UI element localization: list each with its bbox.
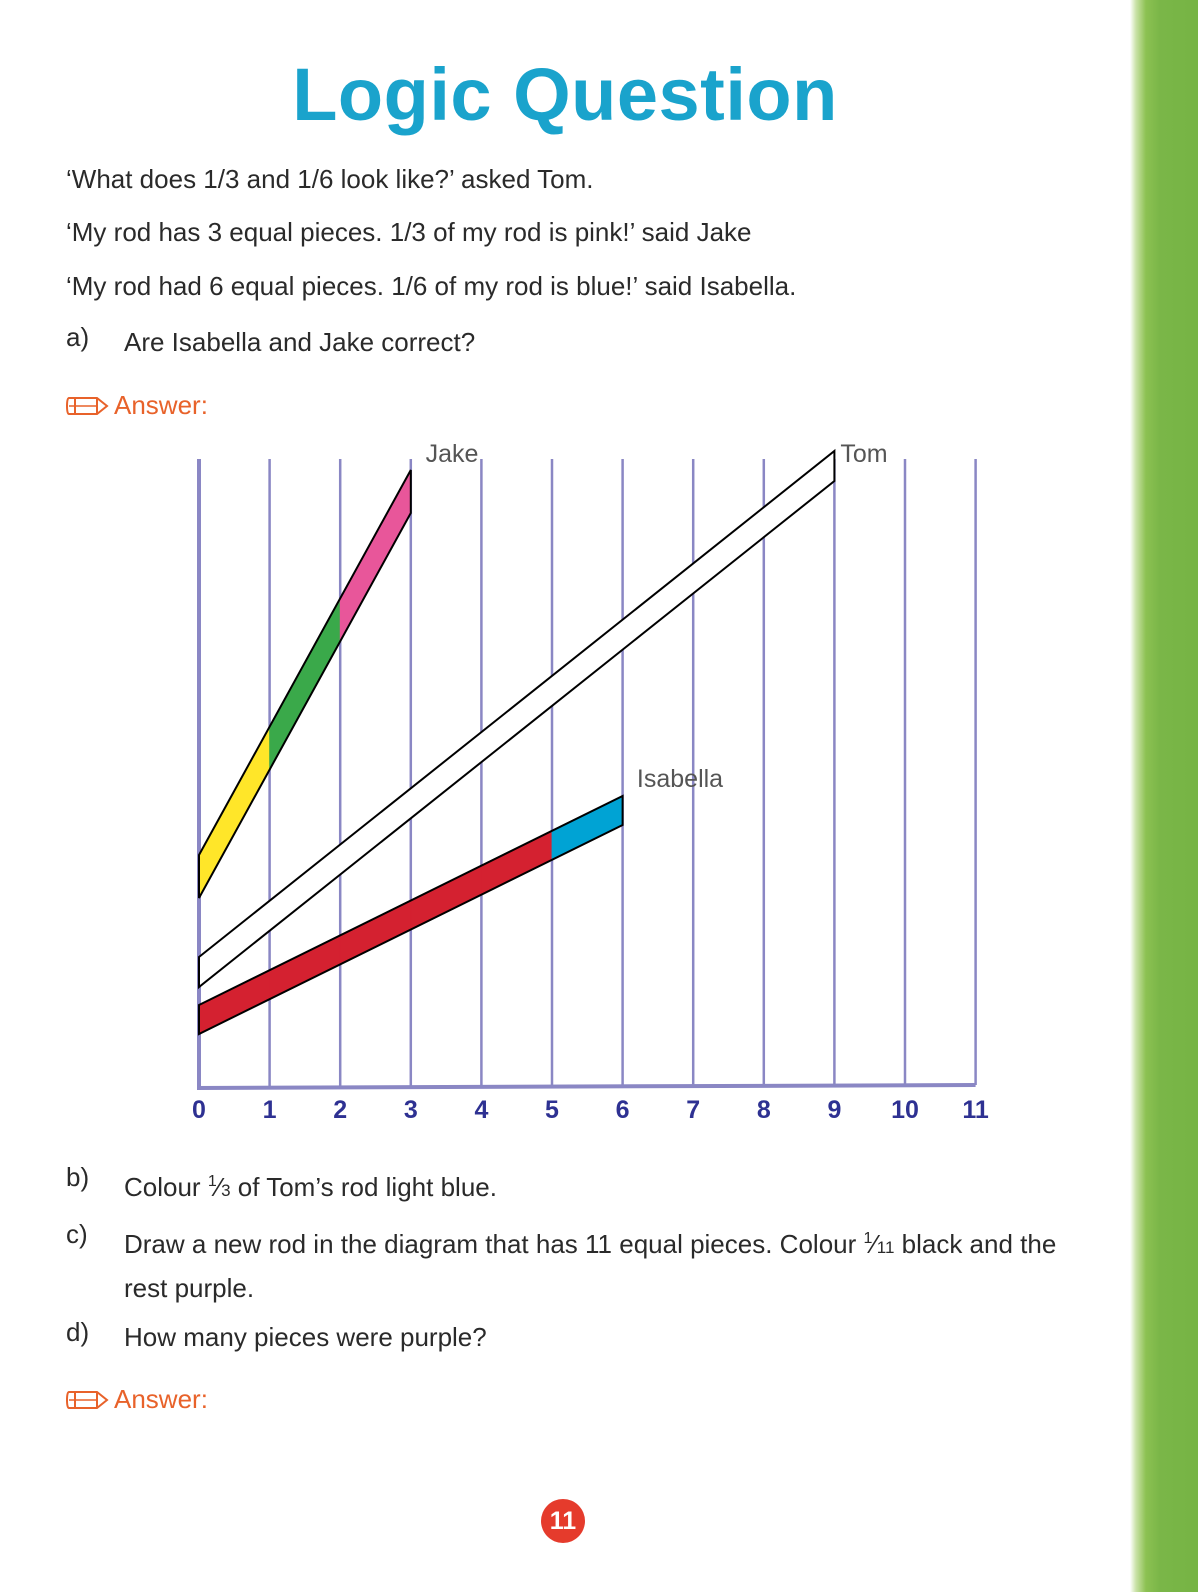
- rod-segment: [340, 470, 411, 641]
- answer-d[interactable]: [66, 1384, 208, 1415]
- answer-a-label: Answer:: [114, 390, 208, 420]
- rod-label: Tom: [840, 440, 888, 468]
- tick-label: 9: [827, 1096, 842, 1124]
- question-d-label: d): [66, 1317, 90, 1347]
- rod-segment: [270, 845, 341, 931]
- intro-line-jake: ‘My rod has 3 equal pieces. 1/3 of my rod is pink!’ said Jake: [66, 217, 752, 247]
- rod-segment: [552, 620, 623, 706]
- rod-segment: [340, 788, 411, 874]
- question-b-label: b): [66, 1162, 90, 1192]
- rod-segment: [340, 901, 411, 965]
- rod-segment: [623, 563, 694, 649]
- tick-label: 1: [262, 1096, 277, 1124]
- tick-label: 5: [545, 1096, 559, 1124]
- question-c-text-before: Draw a new rod in the diagram that has 11 equal pieces. Colour: [124, 1229, 864, 1259]
- frac-slash: ⁄: [872, 1229, 877, 1259]
- question-c-frac-den: 11: [876, 1238, 895, 1257]
- tick-label: 8: [756, 1096, 771, 1124]
- grid-lines: [197, 459, 976, 1088]
- question-b-text-after: of Tom’s rod light blue.: [230, 1172, 497, 1202]
- question-c-text: [124, 1219, 1064, 1308]
- rod-label: Jake: [425, 440, 479, 468]
- question-a-label: a): [66, 322, 90, 352]
- rod-segment: [481, 676, 552, 762]
- tick-label: 3: [403, 1096, 418, 1124]
- page-number: 11: [541, 1499, 585, 1543]
- rod-segment: [693, 507, 764, 593]
- rod-segment: [199, 901, 270, 987]
- intro-line-isabella: ‘My rod had 6 equal pieces. 1/6 of my rod is blue!’ said Isabella.: [66, 271, 797, 301]
- question-b-text-before: Colour: [124, 1172, 208, 1202]
- rod-segment: [411, 732, 482, 818]
- x-axis: [197, 1085, 976, 1088]
- intro-line-tom: ‘What does 1/3 and 1/6 look like?’ asked Tom.: [66, 164, 594, 194]
- question-b-text: [124, 1162, 1064, 1211]
- question-b-frac-den: 3: [221, 1181, 231, 1200]
- rod-segment: [411, 866, 482, 930]
- tick-label: 2: [333, 1096, 348, 1124]
- answer-d-label: Answer:: [114, 1384, 208, 1414]
- question-c-text-after: black and the rest purple.: [124, 1229, 1057, 1303]
- pencil-icon: [66, 1387, 110, 1413]
- rod-segment: [552, 796, 623, 860]
- rods: [199, 451, 834, 1034]
- tick-label: 6: [615, 1096, 630, 1124]
- rod-label: Isabella: [636, 765, 724, 793]
- tick-label: 11: [962, 1096, 989, 1124]
- rod-segment: [764, 451, 835, 537]
- question-b-frac-num: 1: [207, 1173, 217, 1190]
- rod-segment: [270, 935, 341, 999]
- diagram-labels: [192, 440, 989, 1124]
- frac-slash: ⁄: [216, 1172, 222, 1202]
- question-d-text: How many pieces were purple?: [124, 1322, 487, 1352]
- question-a-text: Are Isabella and Jake correct?: [124, 327, 476, 357]
- tick-label: 10: [891, 1096, 919, 1124]
- tick-label: 4: [474, 1096, 489, 1124]
- rod-segment: [481, 831, 552, 895]
- rod-segment: [199, 727, 270, 898]
- question-c-label: c): [66, 1219, 88, 1249]
- page-title: Logic Question: [292, 53, 838, 136]
- question-c-frac-num: 1: [863, 1230, 873, 1247]
- rod-segment: [270, 598, 341, 769]
- tick-label: 7: [686, 1096, 701, 1124]
- tick-label: 0: [192, 1096, 206, 1124]
